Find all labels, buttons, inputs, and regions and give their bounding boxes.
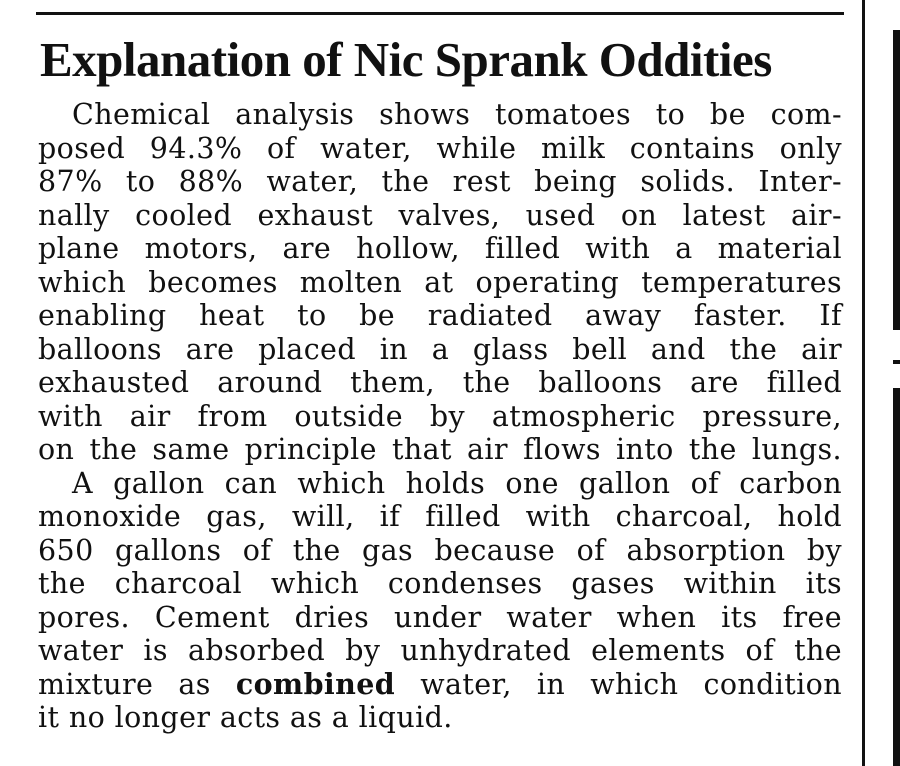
text-line: pores. Cement dries under water when its free <box>38 600 842 634</box>
text-run: mixture as <box>38 667 211 701</box>
text-line: exhausted around them, the balloons are filled <box>38 366 842 399</box>
adjacent-column-edge <box>893 360 900 364</box>
text-line: it no longer acts as a liquid. <box>38 701 453 734</box>
adjacent-column-edge <box>893 388 900 766</box>
text-line: A gallon can which holds one gallon of carbon <box>72 466 842 500</box>
text-line <box>38 668 842 702</box>
top-rule <box>36 12 844 15</box>
text-line: 650 gallons of the gas because of absorption by <box>38 533 842 567</box>
text-line: plane motors, are hollow, filled with a material <box>38 232 842 265</box>
column-rule <box>862 0 865 766</box>
text-line: the charcoal which condenses gases within its <box>38 567 842 600</box>
text-line: water is absorbed by unhydrated elements of the <box>38 634 842 667</box>
article-headline: Explanation of Nic Sprank Oddities <box>40 32 772 87</box>
text-line: Chemical analysis shows tomatoes to be com- <box>72 98 842 131</box>
adjacent-column-edge <box>893 30 900 330</box>
text-line: on the same principle that air flows into the lungs. <box>38 433 842 466</box>
bold-word: combined <box>235 666 396 701</box>
text-line: nally cooled exhaust valves, used on latest air- <box>38 198 842 232</box>
text-line: which becomes molten at operating temperatures <box>38 265 842 299</box>
text-line: posed 94.3% of water, while milk contains only <box>38 131 842 165</box>
article-body <box>38 98 842 735</box>
text-line: 87% to 88% water, the rest being solids. Inter- <box>38 165 842 198</box>
text-line: monoxide gas, will, if filled with charcoal, hold <box>38 500 842 533</box>
text-run: water, in which condition <box>420 667 842 701</box>
text-line: enabling heat to be radiated away faster. If <box>38 299 842 332</box>
text-line: with air from outside by atmospheric pressure, <box>38 399 842 433</box>
text-line: balloons are placed in a glass bell and the air <box>38 332 842 366</box>
